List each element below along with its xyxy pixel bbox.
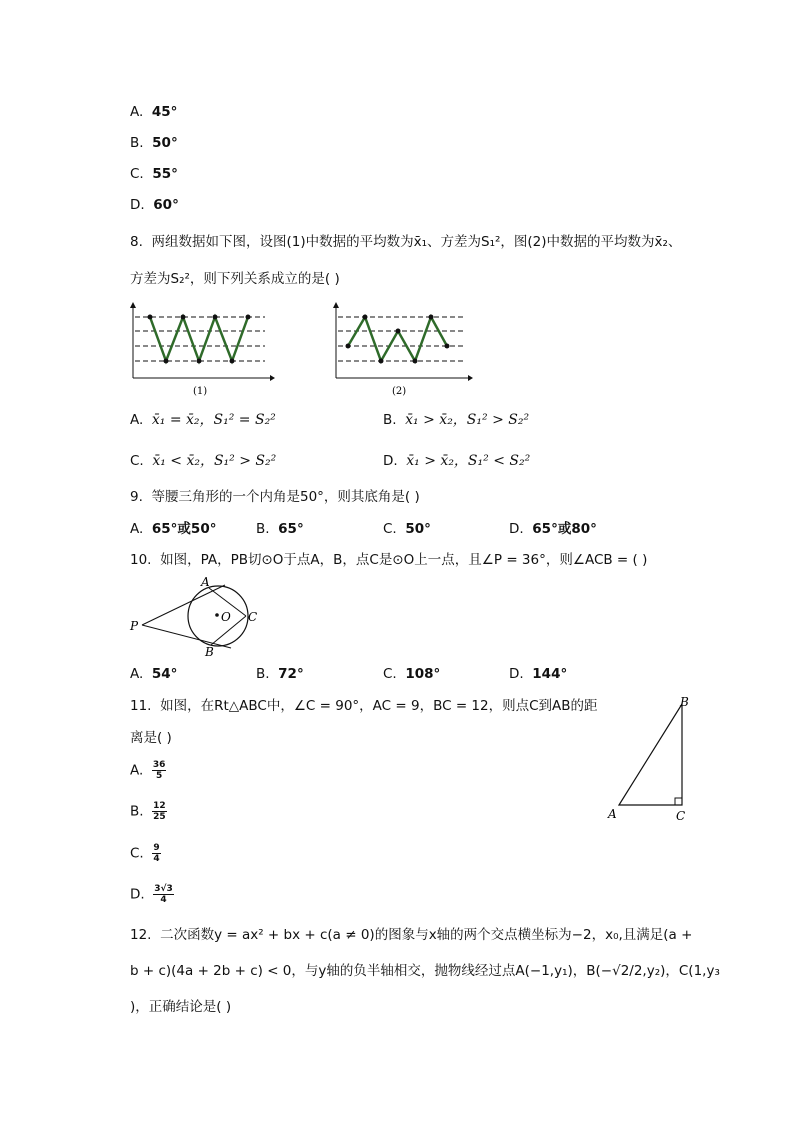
q8-figure-2	[328, 300, 478, 400]
q9-option-a: A. 65°或50°	[130, 521, 217, 537]
q8-stem-line1: 8. 两组数据如下图，设图(1)中数据的平均数为x̄₁、方差为S₁²，图(2)中数据的平均数为x̄₂、	[130, 234, 682, 250]
fig1-label: (1)	[193, 386, 208, 397]
q8-option-a: A. x̄₁ = x̄₂，S₁² = S₂²	[130, 412, 276, 428]
q8-option-b: B. x̄₁ > x̄₂，S₁² > S₂²	[383, 412, 530, 428]
tri-c-label: C	[676, 809, 686, 823]
q7-option-d: D. 60°	[130, 197, 179, 213]
q10-tangent-figure	[125, 572, 270, 664]
fraction: $\frac{9}{4}$	[153, 843, 160, 864]
q11-option-a: A. $\frac{36}{5}$	[130, 760, 166, 781]
fraction: $\frac{3√3}{4}$	[154, 884, 173, 905]
q12-stem-line2: b + c)(4a + 2b + c) < 0，与y轴的负半轴相交，抛物线经过点A(−1,y₁)，B(−√2/2,y₂)，C(1,y₃	[130, 963, 720, 979]
q8-option-c: C. x̄₁ < x̄₂，S₁² > S₂²	[130, 453, 277, 469]
q10-option-a: A. 54°	[130, 666, 178, 682]
q12-stem-line3: )，正确结论是( )	[130, 999, 232, 1015]
q10-stem: 10. 如图，PA，PB切⊙O于点A，B，点C是⊙O上一点，且∠P = 36°，则∠ACB = ( )	[130, 552, 648, 568]
q11-right-triangle-figure	[604, 692, 699, 824]
point-b-label: B	[205, 645, 214, 659]
q11-stem-line2: 离是( )	[130, 730, 172, 746]
tri-a-label: A	[608, 807, 617, 821]
point-o-label: O	[221, 610, 231, 624]
q9-option-d: D. 65°或80°	[509, 521, 597, 537]
q11-stem-line1: 11. 如图，在Rt△ABC中，∠C = 90°，AC = 9，BC = 12，则点C到AB的距	[130, 698, 598, 714]
q12-stem-line1: 12. 二次函数y = ax² + bx + c(a ≠ 0)的图象与x轴的两个交点横坐标为−2，x₀,且满足(a +	[130, 927, 693, 943]
q9-stem: 9. 等腰三角形的一个内角是50°，则其底角是( )	[130, 489, 420, 505]
q7-option-c: C. 55°	[130, 166, 178, 182]
q8-option-d: D. x̄₁ > x̄₂，S₁² < S₂²	[383, 453, 531, 469]
fraction: $\frac{36}{5}$	[152, 760, 166, 781]
q11-option-d: D. $\frac{3√3}{4}$	[130, 884, 173, 905]
q8-figure-1	[125, 300, 275, 400]
q7-option-b: B. 50°	[130, 135, 178, 151]
q8-stem-line2: 方差为S₂²，则下列关系成立的是( )	[130, 271, 340, 287]
fig2-label: (2)	[392, 386, 407, 397]
q10-option-b: B. 72°	[256, 666, 304, 682]
tri-b-label: B	[680, 695, 689, 709]
q9-option-b: B. 65°	[256, 521, 304, 537]
q10-option-d: D. 144°	[509, 666, 568, 682]
fraction: $\frac{12}{25}$	[153, 801, 166, 822]
point-a-label: A	[201, 575, 210, 589]
q7-option-a: A. 45°	[130, 104, 178, 120]
point-p-label: P	[130, 619, 139, 633]
q9-option-c: C. 50°	[383, 521, 431, 537]
point-c-label: C	[248, 610, 258, 624]
q11-option-b: B. $\frac{12}{25}$	[130, 801, 166, 822]
q10-option-c: C. 108°	[383, 666, 441, 682]
q11-option-c: C. $\frac{9}{4}$	[130, 843, 160, 864]
